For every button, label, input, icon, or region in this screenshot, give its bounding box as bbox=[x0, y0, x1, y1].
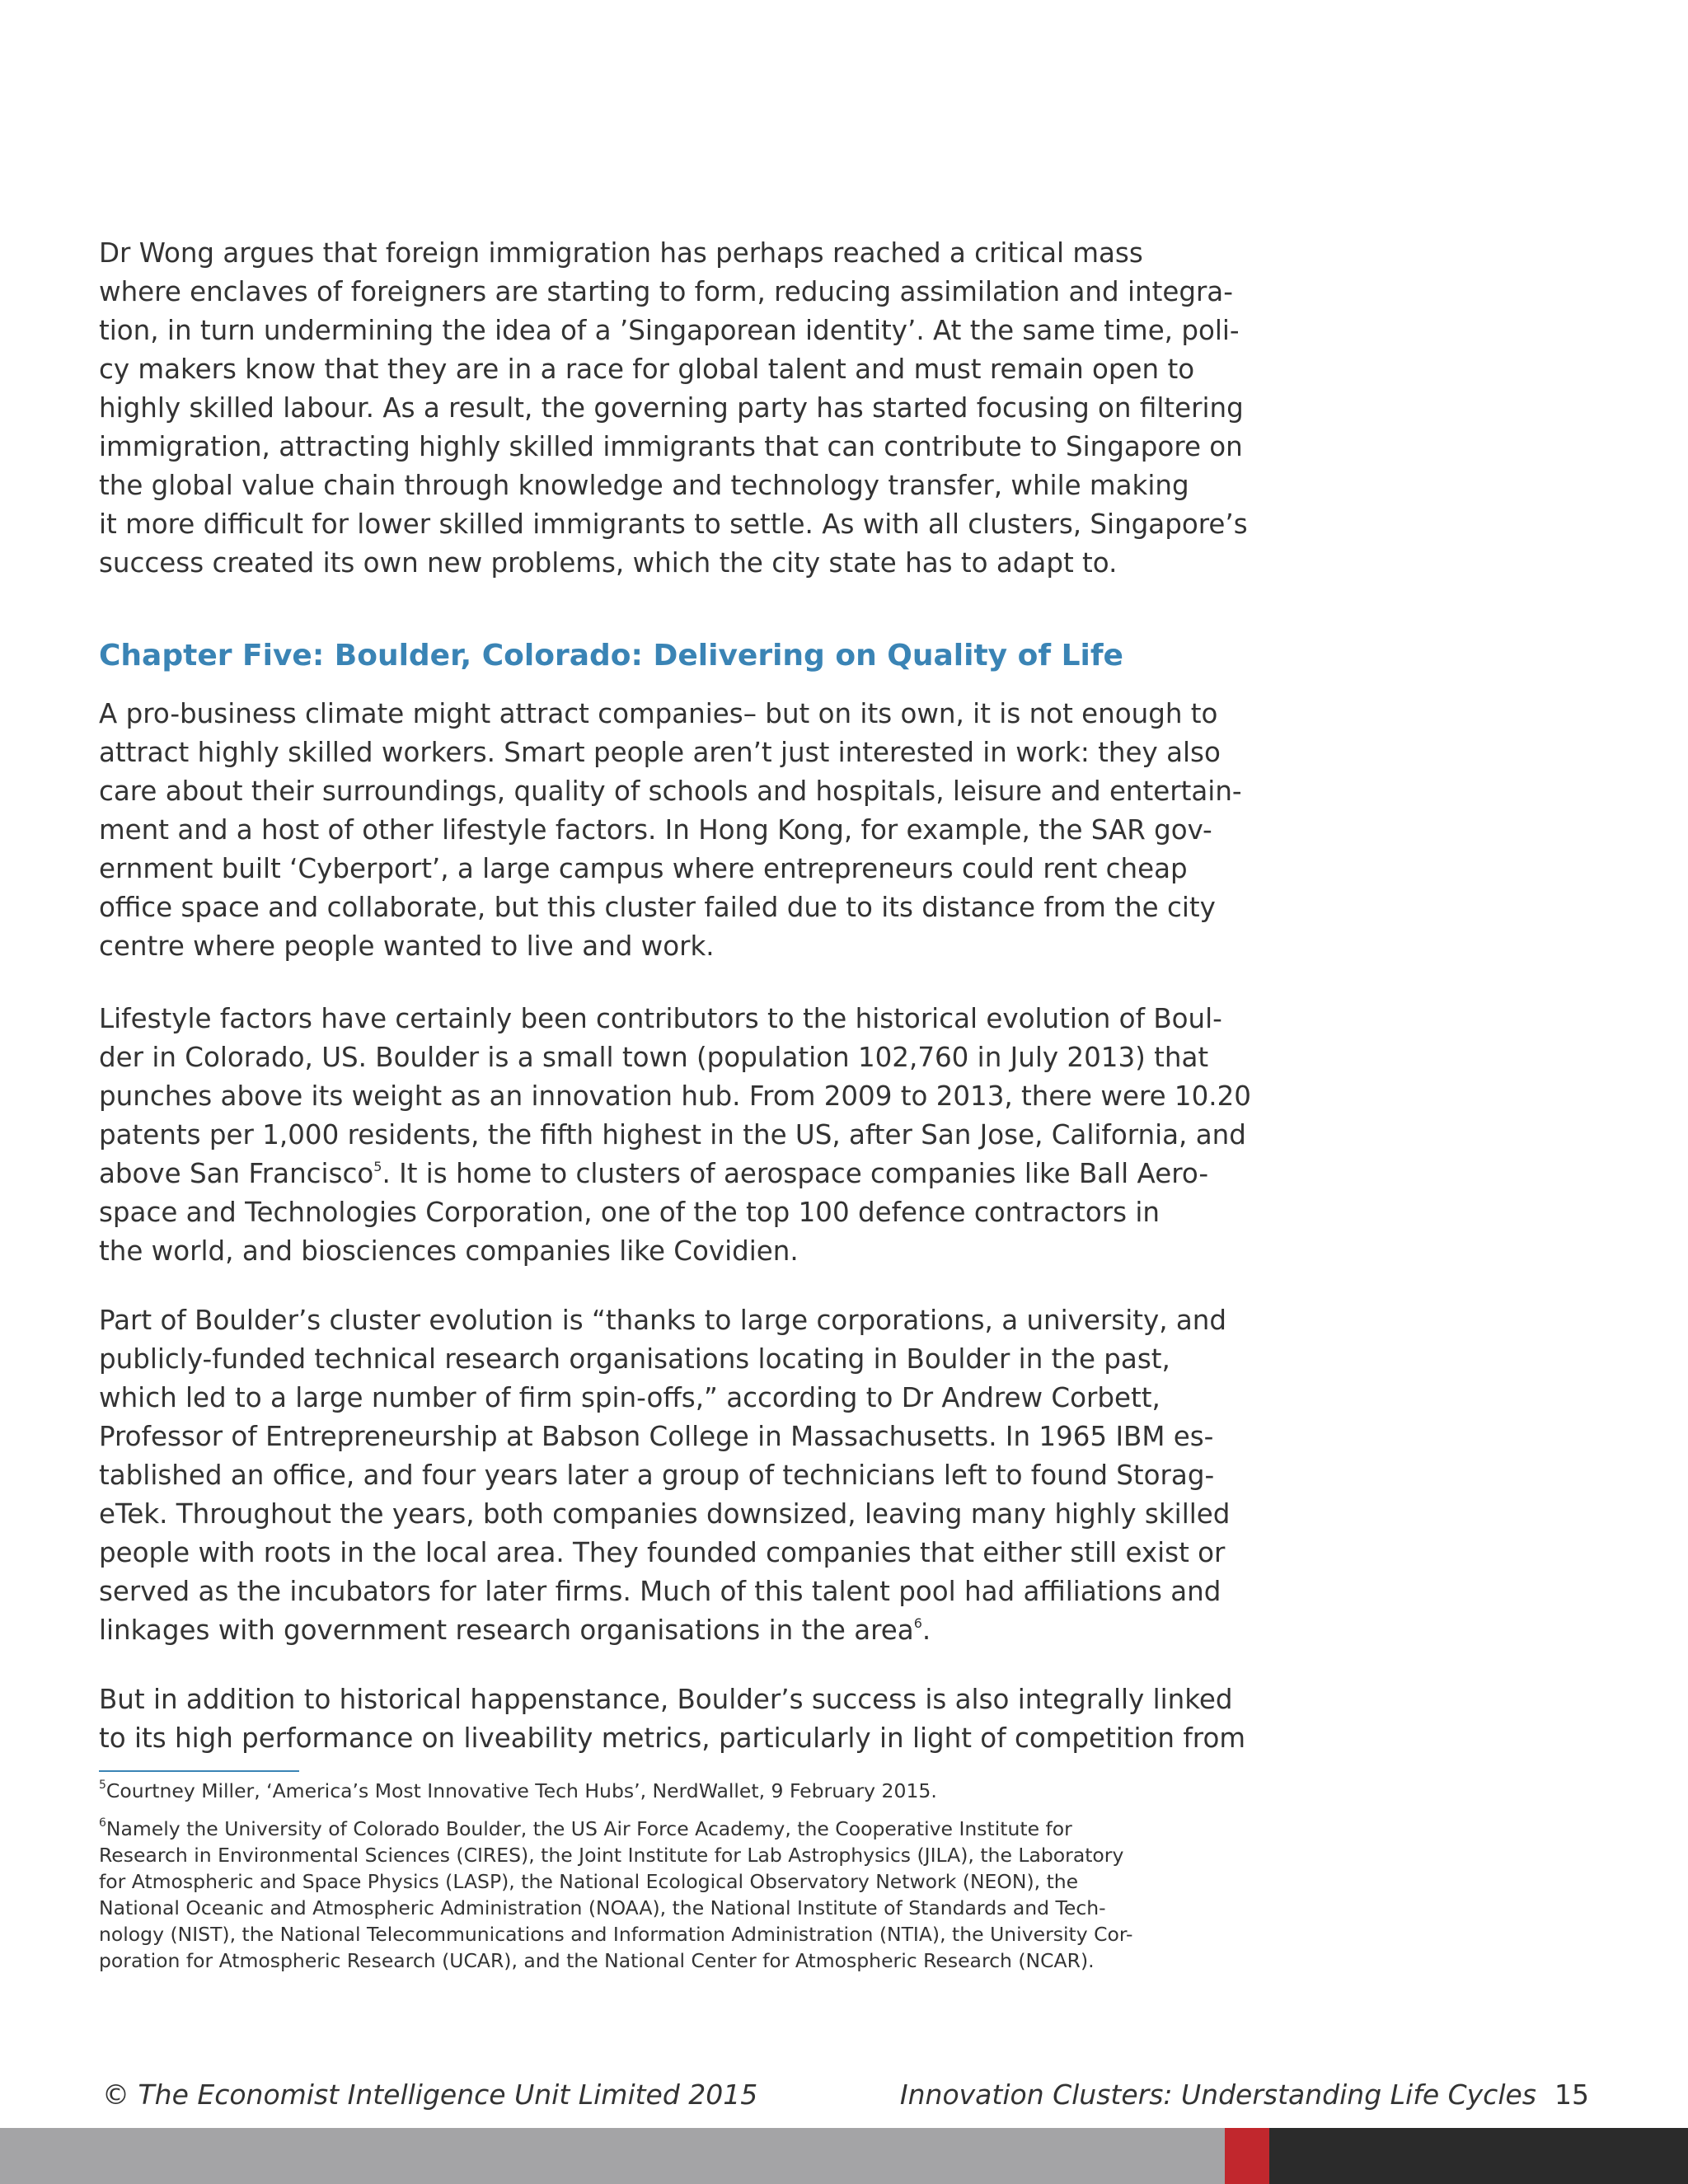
text-line bbox=[99, 1611, 1225, 1650]
text-line: cy makers know that they are in a race for global talent and must remain open to bbox=[99, 354, 1195, 385]
text-line: success created its own new problems, which the city state has to adapt to. bbox=[99, 547, 1118, 579]
text-line: National Oceanic and Atmospheric Administration (NOAA), the National Institute of Standards and Tech- bbox=[99, 1896, 1106, 1919]
footer-copyright: © The Economist Intelligence Unit Limited 2015 bbox=[102, 2079, 758, 2111]
text-line bbox=[99, 1816, 1225, 1842]
footnote-number: 6 bbox=[99, 1816, 106, 1830]
footer-band-dark bbox=[1269, 2128, 1688, 2184]
text-line: nology (NIST), the National Telecommunications and Information Administration (NTIA), the University Cor- bbox=[99, 1923, 1133, 1946]
text-line: der in Colorado, US. Boulder is a small town (population 102,760 in July 2013) that bbox=[99, 1042, 1209, 1073]
footer-report-title bbox=[900, 2079, 1589, 2111]
text-line: publicly-funded technical research organisations locating in Boulder in the past, bbox=[99, 1343, 1170, 1375]
text-line: space and Technologies Corporation, one of the top 100 defence contractors in bbox=[99, 1197, 1160, 1228]
text-line: ernment built ‘Cyberport’, a large campus where entrepreneurs could rent cheap bbox=[99, 853, 1188, 884]
report-title: Innovation Clusters: Understanding Life Cycles bbox=[899, 2079, 1536, 2111]
text-line: Professor of Entrepreneurship at Babson College in Massachusetts. In 1965 IBM es- bbox=[99, 1421, 1214, 1452]
text-line: Part of Boulder’s cluster evolution is “thanks to large corporations, a university, and bbox=[99, 1305, 1226, 1336]
footnote-reference-6[interactable]: 6 bbox=[913, 1615, 922, 1632]
text-line: patents per 1,000 residents, the fifth highest in the US, after San Jose, California, and bbox=[99, 1119, 1246, 1151]
text-segment: linkages with government research organisations in the area bbox=[99, 1615, 914, 1646]
text-line: office space and collaborate, but this cluster failed due to its distance from the city bbox=[99, 892, 1216, 923]
text-line: But in addition to historical happenstance, Boulder’s success is also integrally linked bbox=[99, 1684, 1233, 1715]
text-line: poration for Atmospheric Research (UCAR), and the National Center for Atmospheric Research (NCAR). bbox=[99, 1949, 1095, 1972]
chapter-heading: Chapter Five: Boulder, Colorado: Delivering on Quality of Life bbox=[99, 639, 1123, 673]
text-line: the world, and biosciences companies like Covidien. bbox=[99, 1235, 799, 1267]
text-segment: . bbox=[921, 1615, 931, 1646]
text-line: for Atmospheric and Space Physics (LASP), the National Ecological Observatory Network (NEON), the bbox=[99, 1870, 1079, 1893]
text-line: tablished an office, and four years later a group of technicians left to found Storag- bbox=[99, 1460, 1215, 1491]
text-line: which led to a large number of firm spin-offs,” according to Dr Andrew Corbett, bbox=[99, 1382, 1160, 1413]
text-line: care about their surroundings, quality of schools and hospitals, leisure and entertain- bbox=[99, 776, 1242, 807]
text-line: immigration, attracting highly skilled immigrants that can contribute to Singapore on bbox=[99, 431, 1243, 462]
text-line: A pro-business climate might attract companies– but on its own, it is not enough to bbox=[99, 698, 1218, 729]
text-segment: . It is home to clusters of aerospace companies like Ball Aero- bbox=[382, 1158, 1209, 1189]
text-segment: above San Francisco bbox=[99, 1158, 374, 1189]
text-line: attract highly skilled workers. Smart people aren’t just interested in work: they also bbox=[99, 737, 1221, 768]
footer-band-red-accent bbox=[1225, 2128, 1269, 2184]
paragraph-cluster-evolution bbox=[99, 1301, 1231, 1650]
footnote-text: Namely the University of Colorado Boulder, the US Air Force Academy, the Cooperative Institute for bbox=[106, 1817, 1072, 1840]
text-line bbox=[99, 1155, 1225, 1193]
footnote-6 bbox=[99, 1816, 1225, 1974]
paragraph-historical-happenstance bbox=[99, 1680, 1245, 1758]
text-line: people with roots in the local area. They founded companies that either still exist or bbox=[99, 1537, 1226, 1568]
paragraph-pro-business-climate bbox=[99, 695, 1242, 966]
text-line: served as the incubators for later firms. Much of this talent pool had affiliations and bbox=[99, 1576, 1221, 1607]
text-line: where enclaves of foreigners are starting to form, reducing assimilation and integra- bbox=[99, 276, 1233, 307]
footnote-text: Courtney Miller, ‘America’s Most Innovative Tech Hubs’, NerdWallet, 9 February 2015. bbox=[106, 1779, 937, 1802]
text-line: to its high performance on liveability metrics, particularly in light of competition from bbox=[99, 1722, 1245, 1754]
text-line: punches above its weight as an innovation hub. From 2009 to 2013, there were 10.20 bbox=[99, 1080, 1251, 1112]
text-line: highly skilled labour. As a result, the governing party has started focusing on filtering bbox=[99, 392, 1244, 424]
text-line: Lifestyle factors have certainly been contributors to the historical evolution of Boul- bbox=[99, 1003, 1222, 1034]
paragraph-lifestyle-factors bbox=[99, 1000, 1251, 1271]
text-line: the global value chain through knowledge and technology transfer, while making bbox=[99, 470, 1189, 501]
text-line: centre where people wanted to live and work. bbox=[99, 930, 715, 962]
text-line: Research in Environmental Sciences (CIRES), the Joint Institute for Lab Astrophysics (JILA), the Laboratory bbox=[99, 1844, 1124, 1867]
text-line bbox=[99, 1778, 1225, 1804]
footnote-divider bbox=[99, 1770, 299, 1772]
footnote-5 bbox=[99, 1778, 1225, 1804]
text-line: ment and a host of other lifestyle factors. In Hong Kong, for example, the SAR gov- bbox=[99, 814, 1212, 846]
text-line: it more difficult for lower skilled immigrants to settle. As with all clusters, Singapore’s bbox=[99, 509, 1248, 540]
paragraph-singapore-immigration bbox=[99, 234, 1248, 583]
text-line: tion, in turn undermining the idea of a ’Singaporean identity’. At the same time, poli- bbox=[99, 315, 1240, 346]
page-number: 15 bbox=[1554, 2079, 1589, 2111]
footnote-reference-5[interactable]: 5 bbox=[373, 1159, 382, 1175]
text-line: eTek. Throughout the years, both companies downsized, leaving many highly skilled bbox=[99, 1498, 1231, 1530]
footnote-number: 5 bbox=[99, 1779, 106, 1793]
text-line: Dr Wong argues that foreign immigration has perhaps reached a critical mass bbox=[99, 237, 1143, 269]
